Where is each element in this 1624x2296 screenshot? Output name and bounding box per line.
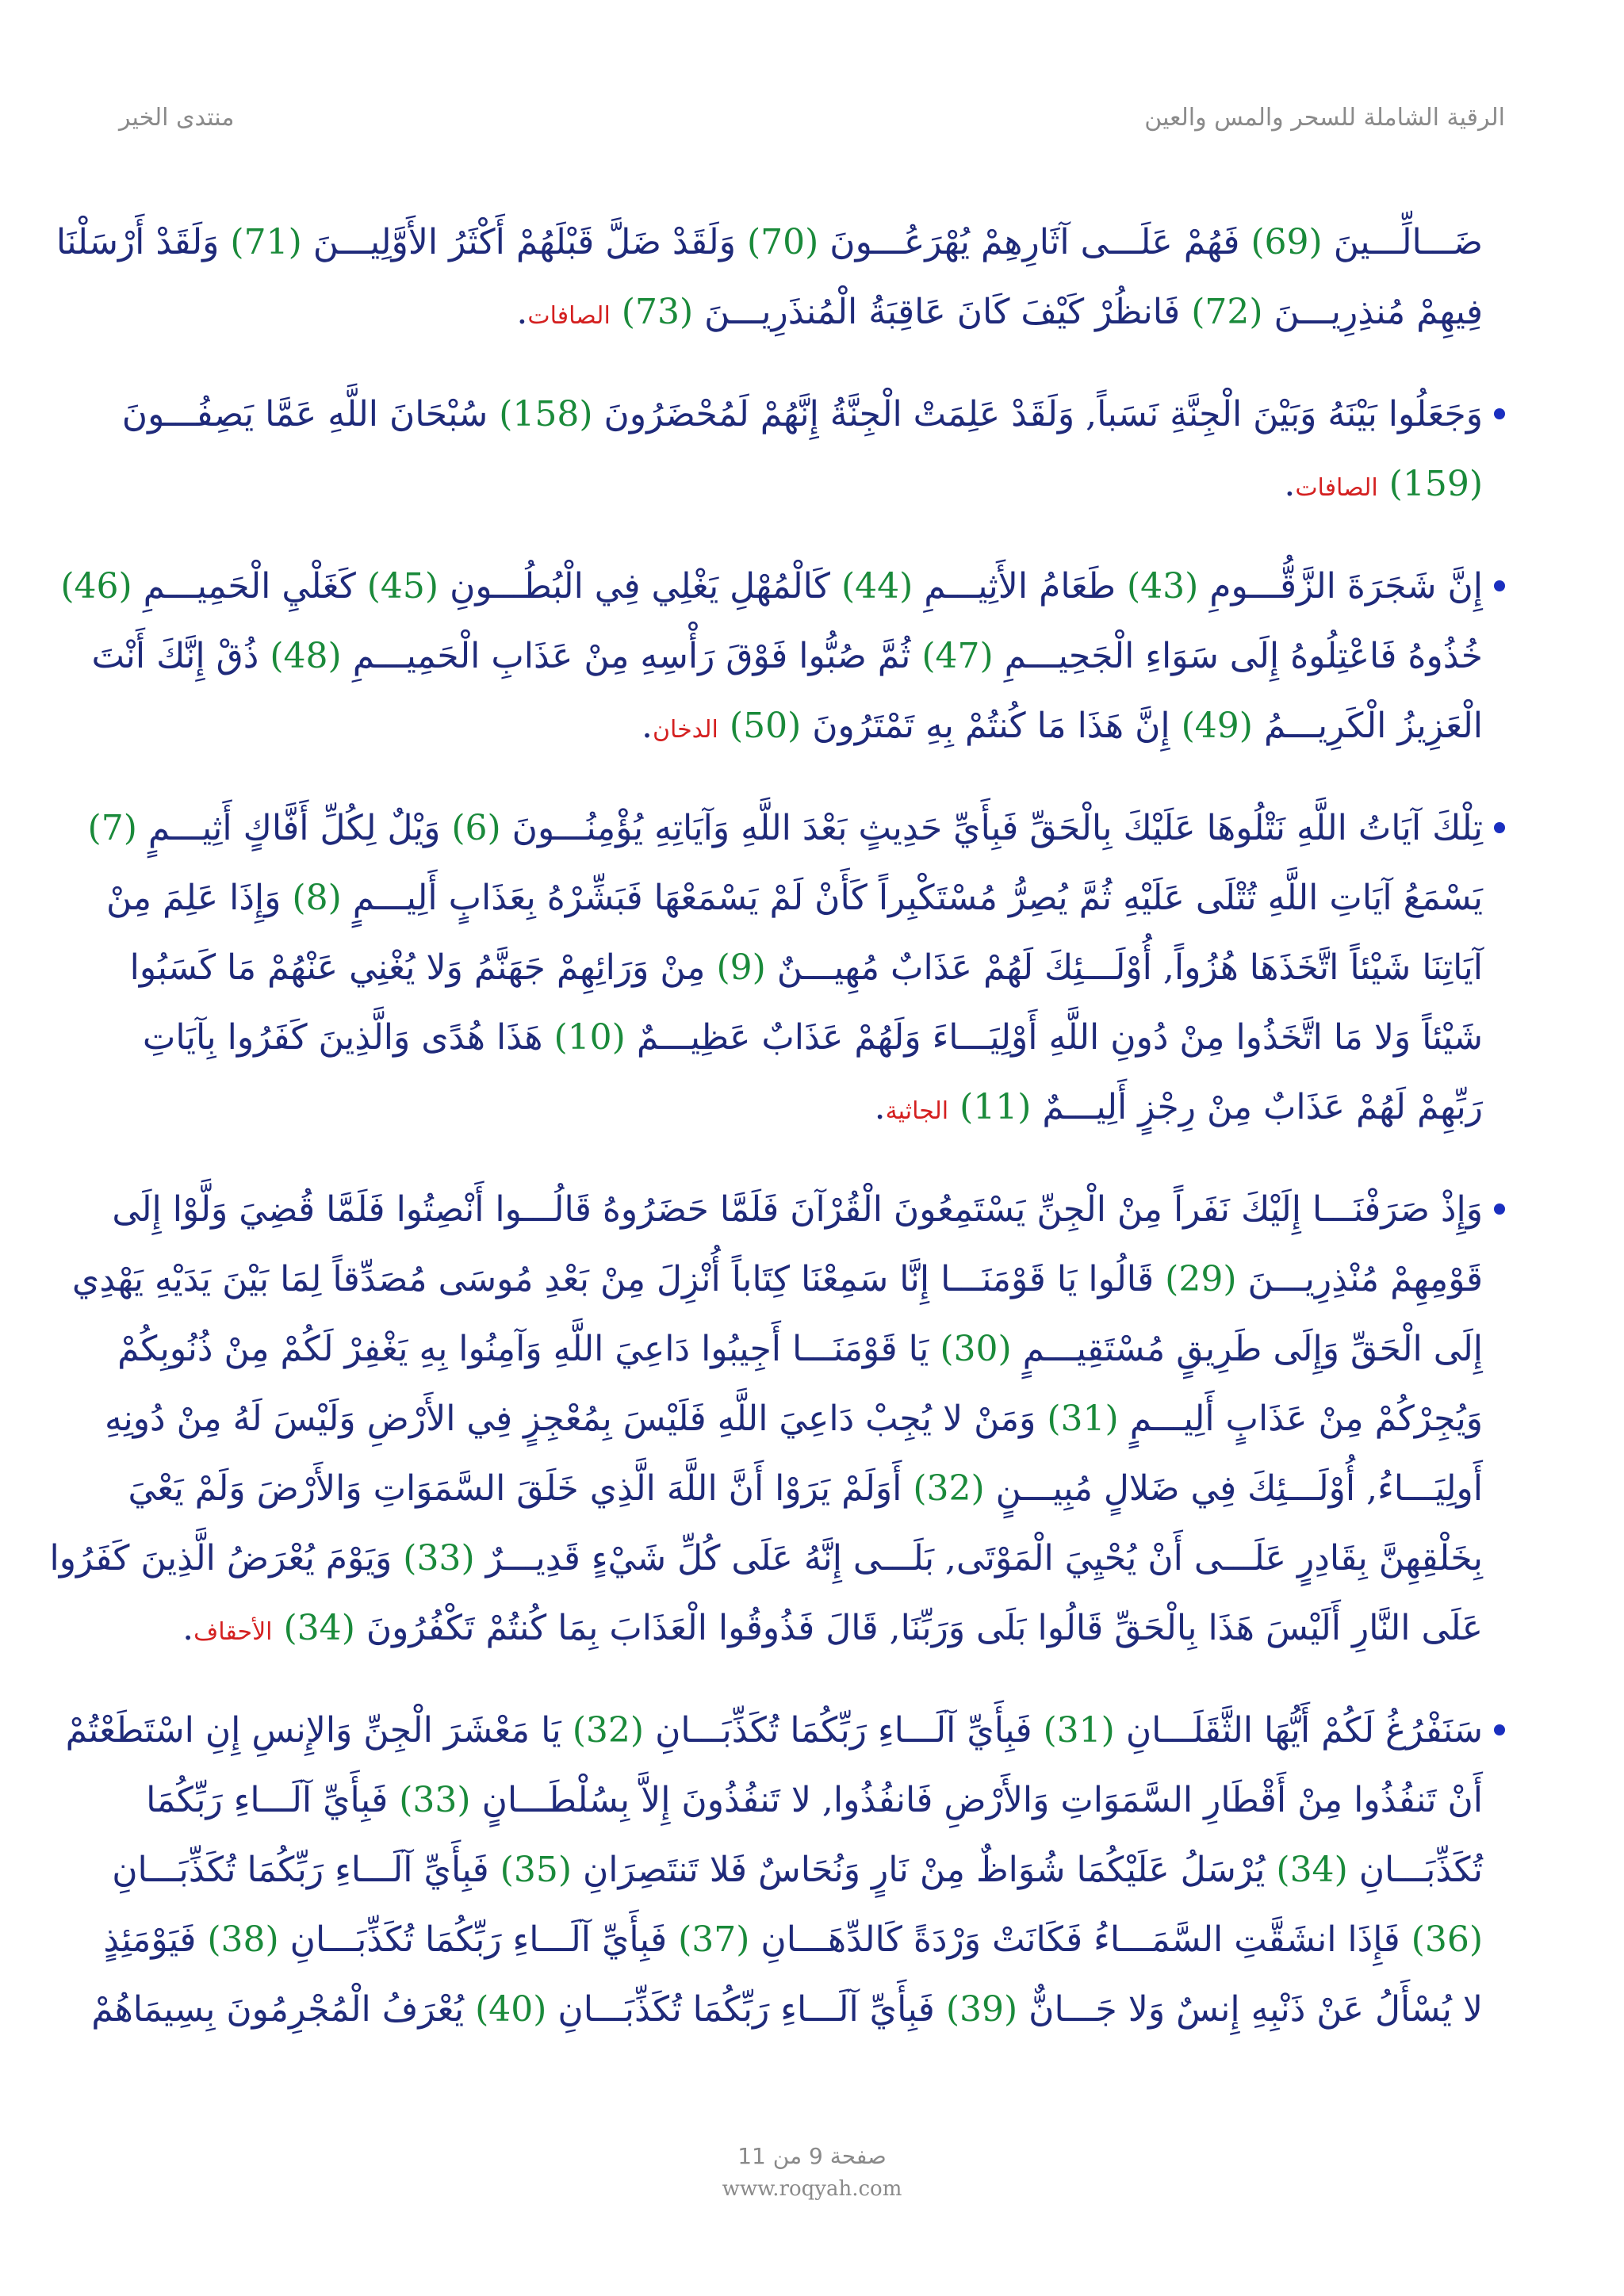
verse-number: (31)	[1047, 1399, 1119, 1439]
verse-number: (72)	[1191, 292, 1263, 332]
text-line: (36) فَإِذَا انشَقَّتِ السَّمَـــاءُ فَكَانَتْ وَرْدَةً كَالدِّهَـــانِ (37) فَبِأَيِّ آلَـــاءِ رَبِّكُمَا تُكَذِّبَـــانِ (38) فَيَوْمَئِذٍ	[103, 1919, 1483, 1960]
verse-number: (33)	[403, 1538, 475, 1578]
verse-paragraph	[49, 1175, 1483, 1667]
verse-number: (48)	[270, 636, 342, 676]
verse-number: (6)	[451, 808, 501, 848]
verse-number: (36)	[1411, 1919, 1483, 1960]
verse-number: (45)	[366, 566, 439, 607]
text-line: إِنَّ شَجَرَةَ الزَّقُّـــومِ (43) طَعَامُ الأَثِيـــمِ (44) كَالْمُهْلِ يَغْلِي فِي الْبُطُـــونِ (45) كَغَلْيِ الْحَمِيـــمِ (46)	[60, 566, 1483, 607]
text-line: قَوْمِهِمْ مُنْذِرِيـــنَ (29) قَالُوا يَا قَوْمَنَـــا إِنَّا سَمِعْنَا كِتَاباً أُنْزِلَ مِنْ بَعْدِ مُوسَى مُصَدِّقاً لِمَا بَيْنَ يَدَيْهِ يَهْدِي	[71, 1259, 1483, 1299]
verse-number: (70)	[746, 222, 819, 262]
page-number: صفحة 9 من 11	[737, 2143, 887, 2169]
text-line: يَسْمَعُ آيَاتِ اللَّهِ تُتْلَى عَلَيْهِ ثُمَّ يُصِرُّ مُسْتَكْبِراً كَأَنْ لَمْ يَسْمَعْهَا فَبَشِّرْهُ بِعَذَابٍ أَلِيـــمٍ (8) وَإِذَا عَلِمَ مِنْ	[105, 878, 1483, 918]
text-line: بِخَلْقِهِنَّ بِقَادِرٍ عَلَـــى أَنْ يُحْيِيَ الْمَوْتَى, بَلَـــى إِنَّهُ عَلَى كُلِّ شَيْءٍ قَدِيـــرٌ (33) وَيَوْمَ يُعْرَضُ الَّذِينَ كَفَرُوا	[49, 1538, 1483, 1578]
text-line: الْعَزِيزُ الْكَرِيـــمُ (49) إِنَّ هَذَا مَا كُنتُمْ بِهِ تَمْتَرُونَ (50) الدخان.	[641, 706, 1483, 746]
text-line: رَبِّهِمْ لَهُمْ عَذَابٌ مِنْ رِجْزٍ أَلِيـــمٌ (11) الجاثية.	[874, 1087, 1483, 1127]
text-line: أَنْ تَنفُذُوا مِنْ أَقْطَارِ السَّمَوَاتِ وَالأَرْضِ فَانفُذُوا, لا تَنفُذُونَ إِلاَّ بِسُلْطَـــانٍ (33) فَبِأَيِّ آلَـــاءِ رَبِّكُمَا	[146, 1780, 1483, 1820]
text-line: ضَـــالِّـــينَ (69) فَهُمْ عَلَـــى آثَارِهِمْ يُهْرَعُـــونَ (70) وَلَقَدْ ضَلَّ قَبْلَهُمْ أَكْثَرُ الأَوَّلِيـــنَ (71) وَلَقَدْ أَرْسَلْنَا	[56, 222, 1483, 262]
verse-number: (37)	[678, 1919, 750, 1960]
text-line: عَلَى النَّارِ أَلَيْسَ هَذَا بِالْحَقِّ قَالُوا بَلَى وَرَبِّنَا, قَالَ فَذُوقُوا الْعَذَابَ بِمَا كُنتُمْ تَكْفُرُونَ (34) الأحقاف.	[182, 1608, 1483, 1648]
verse-number: (159)	[1388, 464, 1483, 504]
verse-number: (7)	[87, 808, 137, 848]
verse-number: (46)	[60, 566, 132, 607]
text-line: أَولِيَـــاءُ, أُوْلَـــئِكَ فِي ضَلالٍ مُبِيـــنٍ (32) أَوَلَمْ يَرَوْا أَنَّ اللَّهَ الَّذِي خَلَقَ السَّمَوَاتِ وَالأَرْضَ وَلَمْ يَعْيَ	[128, 1468, 1483, 1509]
text-line: (159) الصافات.	[1284, 464, 1483, 504]
verse-number: (33)	[399, 1780, 471, 1820]
text-line: خُذُوهُ فَاعْتِلُوهُ إِلَى سَوَاءِ الْجَحِيـــمِ (47) ثُمَّ صُبُّوا فَوْقَ رَأْسِهِ مِنْ عَذَابِ الْحَمِيـــمِ (48) ذُقْ إِنَّكَ أَنْتَ	[91, 636, 1483, 676]
verse-number: (38)	[207, 1919, 279, 1960]
verse-number: (49)	[1181, 706, 1253, 746]
verse-number: (32)	[572, 1710, 645, 1751]
text-line: آيَاتِنَا شَيْئاً اتَّخَذَهَا هُزُواً, أُوْلَـــئِكَ لَهُمْ عَذَابٌ مُهِيـــنٌ (9) مِنْ وَرَائِهِمْ جَهَنَّمُ وَلا يُغْنِي عَنْهُمْ مَا كَسَبُوا	[129, 947, 1483, 988]
document-title: الرقية الشاملة للسحر والمس والعين	[1144, 103, 1505, 132]
verse-number: (44)	[841, 566, 914, 607]
site-url: www.roqyah.com	[722, 2177, 902, 2201]
verse-number: (8)	[292, 878, 342, 918]
page-footer	[0, 2139, 1624, 2204]
surah-name: الصافات	[1295, 474, 1378, 502]
surah-name: الدخان	[652, 716, 718, 744]
verse-number: (9)	[716, 947, 766, 988]
text-line: وَإِذْ صَرَفْنَـــا إِلَيْكَ نَفَراً مِنْ الْجِنِّ يَسْتَمِعُونَ الْقُرْآنَ فَلَمَّا حَضَرُوهُ قَالُـــوا أَنْصِتُوا فَلَمَّا قُضِيَ وَلَّوْا إِلَى	[112, 1189, 1483, 1230]
surah-name: الجاثية	[885, 1097, 949, 1125]
verse-number: (69)	[1251, 222, 1323, 262]
verse-number: (39)	[945, 1989, 1018, 2030]
document-body	[49, 208, 1483, 2073]
verse-number: (35)	[500, 1850, 572, 1890]
text-line: شَيْئاً وَلا مَا اتَّخَذُوا مِنْ دُونِ اللَّهِ أَوْلِيَـــاءَ وَلَهُمْ عَذَابٌ عَظِيـــمٌ (10) هَذَا هُدًى وَالَّذِينَ كَفَرُوا بِآيَاتِ	[142, 1017, 1483, 1058]
surah-name: الصافات	[527, 302, 611, 330]
verse-number: (73)	[621, 292, 694, 332]
verse-number: (50)	[729, 706, 802, 746]
verse-number: (43)	[1126, 566, 1199, 607]
text-line: فِيهِمْ مُنذِرِيـــنَ (72) فَانظُرْ كَيْفَ كَانَ عَاقِبَةُ الْمُنذَرِيـــنَ (73) الصافات.	[516, 292, 1483, 332]
verse-paragraph	[121, 380, 1483, 523]
verse-number: (11)	[959, 1087, 1032, 1127]
verse-number: (34)	[283, 1608, 355, 1648]
verse-paragraph	[60, 552, 1483, 765]
text-line: وَجَعَلُوا بَيْنَهُ وَبَيْنَ الْجِنَّةِ نَسَباً, وَلَقَدْ عَلِمَتْ الْجِنَّةُ إِنَّهُمْ لَمُحْضَرُونَ (158) سُبْحَانَ اللَّهِ عَمَّا يَصِفُـــونَ	[121, 394, 1483, 434]
text-line: وَيُجِرْكُمْ مِنْ عَذَابٍ أَلِيـــمٍ (31) وَمَنْ لا يُجِبْ دَاعِيَ اللَّهِ فَلَيْسَ بِمُعْجِزٍ فِي الأَرْضِ وَلَيْسَ لَهُ مِنْ دُونِهِ	[104, 1399, 1483, 1439]
verse-paragraph	[87, 794, 1483, 1146]
text-line: تِلْكَ آيَاتُ اللَّهِ نَتْلُوهَا عَلَيْكَ بِالْحَقِّ فَبِأَيِّ حَدِيثٍ بَعْدَ اللَّهِ وَآيَاتِهِ يُؤْمِنُـــونَ (6) وَيْلٌ لِكُلِّ أَفَّاكٍ أَثِيـــمٍ (7)	[87, 808, 1483, 848]
verse-number: (31)	[1043, 1710, 1115, 1751]
verse-number: (30)	[940, 1329, 1012, 1369]
verse-number: (158)	[499, 394, 593, 434]
verse-number: (10)	[553, 1017, 626, 1058]
page-header	[119, 94, 1505, 141]
verse-number: (40)	[475, 1989, 547, 2030]
text-line: إِلَى الْحَقِّ وَإِلَى طَرِيقٍ مُسْتَقِيـــمٍ (30) يَا قَوْمَنَـــا أَجِيبُوا دَاعِيَ اللَّهِ وَآمِنُوا بِهِ يَغْفِرْ لَكُمْ مِنْ ذُنُوبِكُمْ	[117, 1329, 1483, 1369]
text-line: لا يُسْأَلُ عَنْ ذَنْبِهِ إِنسٌ وَلا جَـــانٌّ (39) فَبِأَيِّ آلَـــاءِ رَبِّكُمَا تُكَذِّبَـــانِ (40) يُعْرَفُ الْمُجْرِمُونَ بِسِيمَاهُمْ	[91, 1989, 1483, 2030]
text-line: سَنَفْرُغُ لَكُمْ أَيُّهَا الثَّقَلَـــانِ (31) فَبِأَيِّ آلَـــاءِ رَبِّكُمَا تُكَذِّبَـــانِ (32) يَا مَعْشَرَ الْجِنِّ وَالإِنسِ إِنِ اسْتَطَعْتُمْ	[65, 1710, 1483, 1751]
verse-number: (34)	[1276, 1850, 1348, 1890]
verse-number: (32)	[913, 1468, 985, 1509]
verse-number: (71)	[230, 222, 302, 262]
verse-paragraph	[65, 1696, 1483, 2045]
forum-name: منتدى الخير	[119, 103, 235, 132]
text-line: تُكَذِّبَـــانِ (34) يُرْسَلُ عَلَيْكُمَا شُوَاظٌ مِنْ نَارٍ وَنُحَاسٌ فَلا تَنتَصِرَانِ (35) فَبِأَيِّ آلَـــاءِ رَبِّكُمَا تُكَذِّبَـــانِ	[112, 1850, 1483, 1890]
surah-name: الأحقاف	[193, 1618, 273, 1646]
verse-number: (47)	[921, 636, 994, 676]
verse-paragraph	[56, 208, 1483, 351]
verse-number: (29)	[1165, 1259, 1237, 1299]
